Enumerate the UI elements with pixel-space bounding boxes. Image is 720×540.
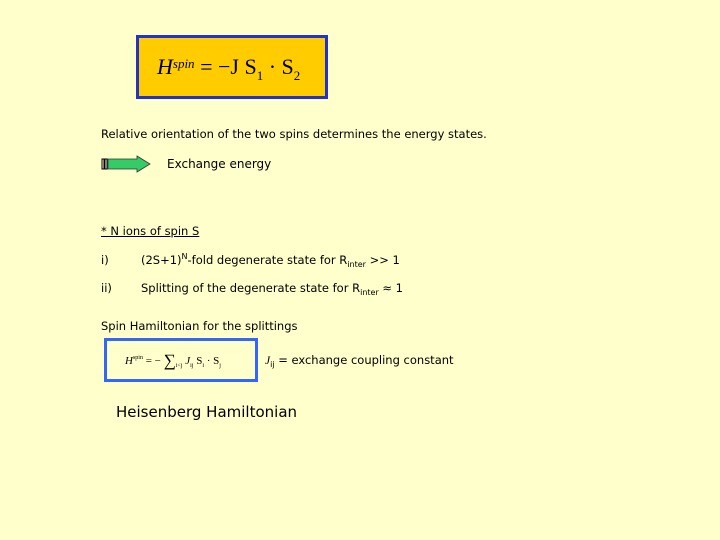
item-ii-pre: Splitting of the degenerate state for R <box>141 281 361 295</box>
spin-hamiltonian-formula-box <box>136 35 328 99</box>
jij-description <box>265 353 454 367</box>
formula-eq: = −J S <box>200 54 257 79</box>
formula2-sup: spin <box>132 355 143 362</box>
jij-sub: ij <box>270 360 275 369</box>
formula-spin-sup: spin <box>172 56 195 71</box>
item-i-number: i) <box>101 253 109 267</box>
formula2-sj: j <box>219 363 221 370</box>
item-i-text <box>141 253 400 267</box>
formula2-si: i <box>202 363 205 370</box>
formula2-eq: = − <box>142 355 164 367</box>
item-i-post: >> 1 <box>365 253 400 267</box>
item-ii-sub: inter <box>360 288 379 297</box>
item-i-mid: -fold degenerate state for R <box>187 253 348 267</box>
jij-text: = exchange coupling constant <box>274 353 454 367</box>
item-i-sup: N <box>181 252 188 261</box>
n-ions-bullet <box>101 224 199 238</box>
heisenberg-formula <box>125 350 221 369</box>
spin-hamiltonian-label: Spin Hamiltonian for the splittings <box>101 319 298 333</box>
n-ions-text: * N ions of spin S <box>101 224 200 238</box>
heisenberg-formula-box <box>104 338 258 382</box>
sum-icon: ∑ <box>163 351 176 370</box>
formula2-ij: ij <box>190 363 194 370</box>
formula2-dot: · S <box>204 355 220 367</box>
formula-h: H <box>157 54 173 79</box>
formula2-s: S <box>193 355 203 367</box>
spin-hamiltonian-formula <box>157 54 301 83</box>
item-ii-number: ii) <box>101 281 112 295</box>
formula-sub2: 2 <box>293 68 301 83</box>
heisenberg-hamiltonian-title: Heisenberg Hamiltonian <box>116 403 298 421</box>
item-ii-text <box>141 281 403 295</box>
formula-sub1: 1 <box>256 68 264 83</box>
formula-dot: · S <box>263 54 294 79</box>
arrow-right-icon <box>101 155 151 173</box>
relative-orientation-text: Relative orientation of the two spins determines the energy states. <box>101 127 487 141</box>
item-ii-post: ≈ 1 <box>378 281 403 295</box>
formula2-sum-sub: i<j <box>175 363 183 370</box>
jij-j: J <box>265 355 271 367</box>
item-i-sub: inter <box>347 260 366 269</box>
exchange-energy-label: Exchange energy <box>167 157 272 171</box>
formula2-j: J <box>185 355 191 367</box>
item-i-pre: (2S+1) <box>141 253 182 267</box>
formula2-h: H <box>125 355 133 367</box>
